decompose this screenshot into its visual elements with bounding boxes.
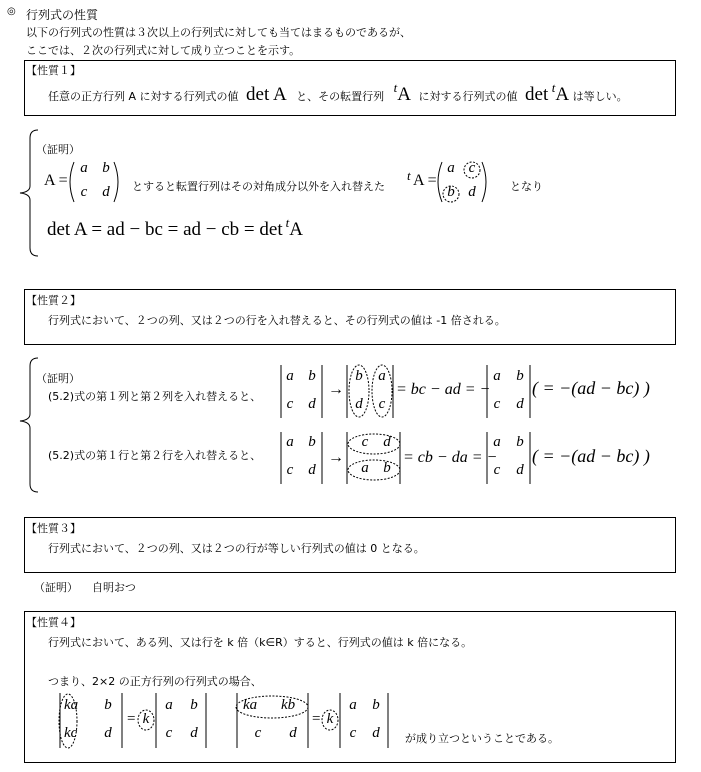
p4-det-2-entry-c: c <box>165 725 173 741</box>
arrow-icon: → <box>328 381 344 398</box>
equals-sign-1: = <box>127 711 136 727</box>
matrix-a-entry-a: a <box>80 160 88 176</box>
property-1-text-a: 任意の正方行列 A に対する行列式の値 <box>48 90 239 103</box>
page-title: 行列式の性質 <box>26 8 99 22</box>
matrix-a-eq: A = <box>44 172 68 189</box>
proof-3-text: 自明おつ <box>92 581 136 594</box>
row-swap-tail: ( = −(ad − bc) ) <box>532 446 650 466</box>
final-equation-text: det A = ad − bc = ad − cb = det <box>47 219 283 240</box>
det-6-entry-c: c <box>493 462 501 478</box>
property-4-text-2: つまり、2×2 の正方行列の行列式の場合、 <box>48 675 262 688</box>
transpose-a: A <box>397 84 412 105</box>
det-1-entry-c: c <box>286 396 294 412</box>
det-5-entry-a: a <box>361 460 369 476</box>
property-1-text-c: に対する行列式の値 <box>418 90 518 103</box>
intro-line-2: ここでは、２次の行列式に対して成り立つことを示す。 <box>26 44 301 57</box>
det-6-entry-a: a <box>493 434 501 450</box>
det-5-entry-b: b <box>383 460 391 476</box>
property-3-label: 【性質３】 <box>26 522 81 535</box>
det-2-entry-b: b <box>355 368 363 384</box>
matrix-a-entry-d: d <box>102 184 110 200</box>
det-3-entry-c: c <box>493 396 501 412</box>
property-3-text: 行列式において、２つの列、又は２つの行が等しい行列式の値は 0 となる。 <box>48 542 425 555</box>
scalar-k-1: k <box>142 711 150 727</box>
transpose-entry-b: b <box>447 184 455 200</box>
det-3-entry-a: a <box>493 368 501 384</box>
det-5-entry-c: c <box>361 434 369 450</box>
property-1-text-b: と、その転置行列 <box>296 90 385 103</box>
det-label: det <box>525 84 549 105</box>
det-1-entry-d: d <box>308 396 316 412</box>
scalar-k-2: k <box>326 711 334 727</box>
p4-det-3-entry-d: d <box>289 725 297 741</box>
p4-det-1-entry-d: d <box>104 725 112 741</box>
transpose-entry-c: c <box>468 160 476 176</box>
proof-1-label: （証明） <box>36 143 80 156</box>
det-4-entry-c: c <box>286 462 294 478</box>
transpose-a-2: A <box>555 84 570 105</box>
bullet-icon: ◎ <box>7 6 16 17</box>
p4-det-2-entry-d: d <box>190 725 198 741</box>
transpose-matrix-eq: A = <box>413 172 437 189</box>
ka-entry: ka <box>64 697 79 713</box>
property-4-label: 【性質４】 <box>26 616 81 629</box>
final-equation-a: A <box>289 219 303 240</box>
proof-1-text: とすると転置行列はその対角成分以外を入れ替えた <box>132 180 385 193</box>
column-swap-result: = bc − ad = − <box>396 381 491 398</box>
det-4-entry-a: a <box>286 434 294 450</box>
det-3-entry-d: d <box>516 396 524 412</box>
kc-entry: kc <box>64 725 78 741</box>
det-6-entry-d: d <box>516 462 524 478</box>
p4-det-4-entry-d: d <box>372 725 380 741</box>
kb-entry: kb <box>281 697 296 713</box>
proof-2-column-text: (5.2)式の第１列と第２列を入れ替えると、 <box>48 390 262 403</box>
property-4-text: 行列式において、ある列、又は行を k 倍（k∈R）すると、行列式の値は k 倍になる。 <box>48 636 473 649</box>
p4-det-2-entry-a: a <box>165 697 173 713</box>
transpose-t-2: t <box>551 80 556 95</box>
p4-det-4-entry-c: c <box>349 725 357 741</box>
column-swap-tail: ( = −(ad − bc) ) <box>532 378 650 398</box>
det-4-entry-d: d <box>308 462 316 478</box>
proof-1-naru: となり <box>510 180 543 193</box>
det-6-entry-b: b <box>516 434 524 450</box>
det-2-entry-c: c <box>378 396 386 412</box>
det-2-entry-d: d <box>355 396 363 412</box>
arrow-icon-2: → <box>328 449 344 466</box>
det-1-entry-a: a <box>286 368 294 384</box>
p4-det-1-entry-b: b <box>104 697 112 713</box>
property-1-text-d: は等しい。 <box>572 90 628 103</box>
det-5-entry-d: d <box>383 434 391 450</box>
proof-3-label: （証明） <box>34 581 78 594</box>
transpose-entry-d: d <box>468 184 476 200</box>
property-2-text: 行列式において、２つの列、又は２つの行を入れ替えると、その行列式の値は -1 倍される。 <box>48 314 506 327</box>
p4-det-4-entry-a: a <box>349 697 357 713</box>
matrix-a-entry-b: b <box>102 160 110 176</box>
det-1-entry-b: b <box>308 368 316 384</box>
transpose-t: t <box>393 80 398 95</box>
p4-det-3-entry-c: c <box>254 725 262 741</box>
proof-2-label: （証明） <box>36 372 80 385</box>
intro-line-1: 以下の行列式の性質は３次以上の行列式に対しても当てはまるものであるが、 <box>26 26 411 39</box>
det-4-entry-b: b <box>308 434 316 450</box>
transpose-t-4: t <box>285 215 290 230</box>
row-swap-result: = cb − da = − <box>403 449 498 466</box>
transpose-entry-a: a <box>447 160 455 176</box>
property-2-label: 【性質２】 <box>26 294 81 307</box>
equals-sign-2: = <box>312 711 321 727</box>
det-2-entry-a: a <box>378 368 386 384</box>
transpose-t-3: t <box>407 168 411 183</box>
p4-det-2-entry-b: b <box>190 697 198 713</box>
det-3-entry-b: b <box>516 368 524 384</box>
det-a-formula: det A <box>246 84 287 105</box>
p4-det-4-entry-b: b <box>372 697 380 713</box>
ka-entry-2: ka <box>243 697 258 713</box>
matrix-a-entry-c: c <box>80 184 88 200</box>
proof-2-row-text: (5.2)式の第１行と第２行を入れ替えると、 <box>48 449 262 462</box>
property-1-label: 【性質１】 <box>26 64 81 77</box>
property-4-closing: が成り立つということである。 <box>405 732 559 745</box>
